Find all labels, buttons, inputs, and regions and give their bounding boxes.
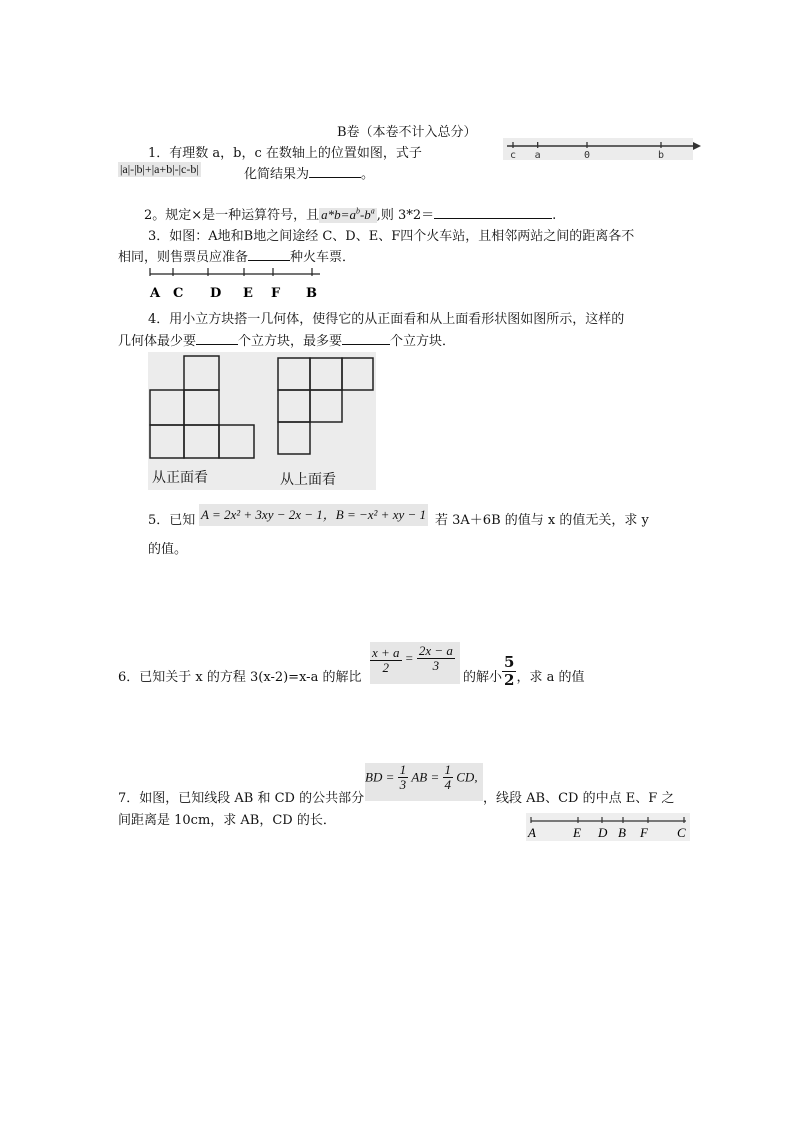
q7-segment-figure [526,813,692,841]
point-label-a: A [528,825,536,840]
q1-number-line [503,136,703,162]
number-line-label-c: c [510,150,517,161]
number-line-label-0: 0 [584,150,591,161]
point-label-d: D [598,825,608,840]
q7-text: 7．如图，已知线段 AB 和 CD 的公共部分 [118,791,365,806]
station-label-d: D [210,286,222,301]
q7-line2: 间距离是 10cm，求 AB，CD 的长． [118,813,336,828]
q3-line1: 3．如图：A地和B地之间途经 C、D、E、F四个火车站，且相邻两站之间的距离各不 [148,229,635,244]
q2-answer-blank[interactable] [434,207,552,219]
number-line-label-a: a [534,150,541,161]
front-view-grid [150,356,254,458]
station-label-f: F [271,286,281,301]
q2-line: 2。规定×是一种运算符号，且 $a*b=a^b-b^a$ ,则 3*2＝ . [144,206,557,223]
q7-relation: BD = $\frac{1}{3}$ AB = $\frac{1}{4}$ CD, [365,763,483,801]
point-label-b: B [618,825,626,840]
station-label-a: A [150,286,161,301]
station-label-b: B [306,286,317,301]
station-label-c: C [173,286,184,301]
q6-equation: $\frac{x + a}{2}$ = $\frac{2x - a}{3}$ [370,642,460,684]
number-line-label-b: b [658,150,665,161]
front-view-label: 从正面看 [152,470,208,486]
q4-line1: 4．用小立方块搭一几何体，使得它的从正面看和从上面看形状图如图所示，这样的 [148,312,625,327]
point-label-e: E [573,825,581,840]
top-view-grid [278,358,373,454]
q3-station-figure [148,265,324,301]
q4-line2: 几何体最少要 个立方块，最多要 个立方块． [118,334,456,349]
q3-line2: 相同，则售票员应准备 种火车票． [118,250,356,265]
station-label-e: E [243,286,253,301]
q4-views-figure [148,352,376,490]
q2-rule: $a*b=a^b-b^a$ [321,206,375,222]
q5-text: 5．已知 [148,513,196,528]
q7-text2: ，线段 AB、CD 的中点 E、F 之 [483,791,675,806]
q6-text: 6．已知关于 x 的方程 3(x-2)=x-a 的解比 [118,670,362,685]
point-label-c: C [677,825,686,840]
q3-answer-blank[interactable] [248,249,290,261]
q4-max-blank[interactable] [342,333,390,345]
q4-min-blank[interactable] [196,333,238,345]
q5-text2: 若 3A＋6B 的值与 x 的值无关，求 y [435,513,649,528]
q1-text: 1．有理数 a，b，c 在数轴上的位置如图，式子 [148,146,422,161]
q1-text2: 化简结果为 。 [244,167,375,182]
q6-text2: 的解小 $\frac{5}{2}$ ，求 a 的值 [463,653,585,689]
q5-expression: A = 2x² + 3xy − 2x − 1，B = −x² + xy − 1 [199,504,428,526]
top-view-label: 从上面看 [280,472,336,488]
q5-line2: 的值。 [148,542,188,557]
section-title: B卷（本卷不计入总分） [337,125,477,140]
point-label-f: F [640,825,648,840]
q1-expression: |a|-|b|+|a+b|-|c-b| [120,162,199,176]
q1-answer-blank[interactable] [309,166,361,178]
